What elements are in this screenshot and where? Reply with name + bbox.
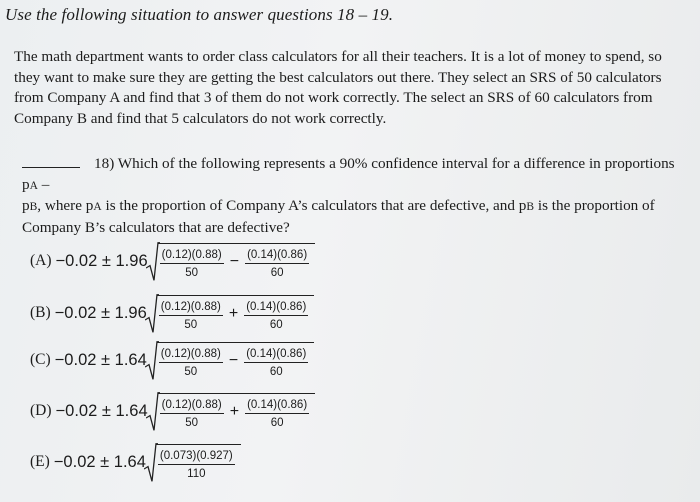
- fraction: $\frac{(0.14)(0.86)}{60}$: [246, 347, 307, 378]
- choice-lead: −0.02 ± 1.64: [53, 452, 146, 471]
- operator: +: [228, 305, 239, 322]
- radical-sign-icon: [146, 391, 160, 432]
- fraction: $\frac{(0.14)(0.86)}{60}$: [247, 248, 308, 279]
- choice-lead: −0.02 ± 1.96: [54, 303, 147, 322]
- radical-sign-icon: [146, 241, 160, 282]
- choice-letter: (D): [30, 402, 52, 419]
- fraction: $\frac{(0.12)(0.88)}{50}$: [161, 398, 222, 429]
- operator: −: [229, 253, 240, 270]
- fraction: $\frac{(0.12)(0.88)}{50}$: [160, 347, 221, 378]
- radical-sign-icon: [145, 340, 159, 381]
- fraction: $\frac{(0.073)(0.927)}{110}$: [159, 449, 233, 480]
- fraction: $\frac{(0.12)(0.88)}{50}$: [161, 248, 222, 279]
- operator: −: [228, 352, 239, 369]
- choice-letter: (C): [30, 351, 51, 368]
- situation-paragraph: The math department wants to order class calculators for all their teachers. It is a lot of money to spend, so they want to make sure they are getting the best calculators out there. They select an SRS of 50 calculators from Company A and find that 3 of them do not work correctly. The select an SRS of 60 calculators from Company B and find that 5 calculators do not work correctly.: [14, 48, 662, 127]
- choice-letter: (E): [30, 453, 50, 470]
- fraction: $\frac{(0.12)(0.88)}{50}$: [160, 300, 221, 331]
- choice-e[interactable]: [30, 437, 241, 487]
- instructions-heading: Use the following situation to answer questions 18 – 19.: [5, 5, 394, 24]
- radical-sign-icon: [144, 442, 158, 483]
- choice-c[interactable]: [30, 335, 314, 385]
- choice-lead: −0.02 ± 1.64: [55, 401, 148, 420]
- choice-b[interactable]: [30, 288, 314, 338]
- square-root: [155, 293, 315, 334]
- choice-d[interactable]: [30, 386, 315, 436]
- square-root: [154, 442, 241, 483]
- square-root: [156, 391, 316, 432]
- square-root: [155, 340, 315, 381]
- question-number: 18): [94, 155, 115, 172]
- choice-lead: −0.02 ± 1.64: [54, 350, 147, 369]
- operator: +: [229, 403, 240, 420]
- choice-letter: (A): [30, 252, 52, 269]
- answer-blank[interactable]: [22, 153, 80, 168]
- choice-lead: −0.02 ± 1.96: [55, 251, 148, 270]
- question-text: Which of the following represents a 90% confidence interval for a difference in proportions pA – pB, where pA is the proportion of Company A’s calculators that are defective, and pB is the proportion of Company B’s calculators that are defective?: [22, 155, 675, 236]
- fraction: $\frac{(0.14)(0.86)}{60}$: [246, 300, 307, 331]
- square-root: [156, 241, 316, 282]
- radical-sign-icon: [145, 293, 159, 334]
- choice-a[interactable]: [30, 236, 315, 286]
- question-18: [22, 153, 686, 238]
- fraction: $\frac{(0.14)(0.86)}{60}$: [247, 398, 308, 429]
- choice-letter: (B): [30, 304, 51, 321]
